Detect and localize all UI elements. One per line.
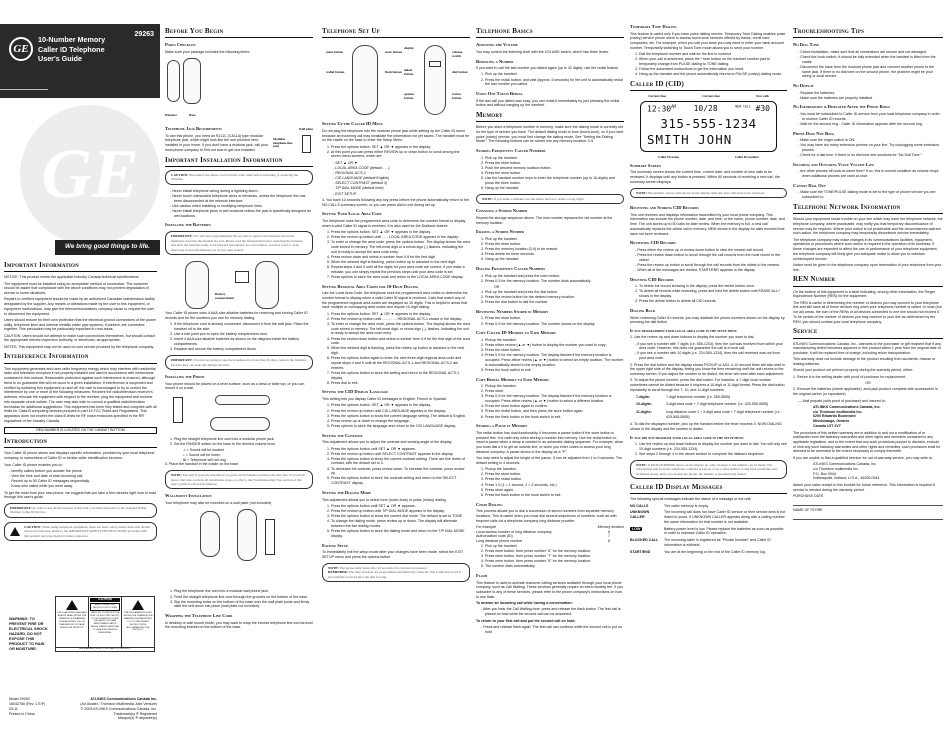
base-illustration xyxy=(183,58,201,104)
display-messages-table: NO CALLS The caller memory is empty. UNKNOWN CALLER The incoming call does not have Caller ID service or their service area is not linked to yours. If UNKNOWN CALLER appears along with a calling number, the name information for that number is not available. LOW Battery power level is low. Please replace the batteries as soon as possible in order to maintain Caller ID operation. BLOCKED CALL The incoming caller is registered as "Private Number" and Caller ID information is withheld. START/END You are at the beginning or the end of the Caller ID memory log. xyxy=(630,503,786,554)
ge-watermark-logo-icon: GE xyxy=(20,105,160,245)
company-info: ATLINKS Communications Canada Inc. (An Alcatel / Thomson Multimedia Joint Venture) © 2003 ATLINKS Communications Canada, Inc. Trademark(s) ® Registered Marque(s) ® déposée(s) xyxy=(80,697,157,721)
section-title-basics: Telephone Basics xyxy=(476,27,624,38)
section-title-caller-id: Caller ID (CID) xyxy=(630,80,787,91)
display-icon xyxy=(429,61,441,67)
divider xyxy=(0,89,48,90)
important-callout: IMPORTANT: In order to use all the features of this unit, you must subscribe to the standard Name/ Number Caller ID Service. xyxy=(4,503,157,518)
section-title-ren: REN Number xyxy=(793,275,943,286)
lightning-warning-icon xyxy=(66,600,78,610)
section-title-display-messages: Caller ID Display Messages xyxy=(630,483,787,494)
section-title-introduction: Introduction xyxy=(4,437,157,448)
section-title-important-information: Important Information xyxy=(4,261,157,272)
section-title-memory: Memory xyxy=(476,111,624,122)
battery-illustration: Battery compartment xyxy=(165,259,313,311)
warning-text: WARNING: TO PREVENT FIRE OR ELECTRICAL SHOCK HAZARD, DO NOT EXPOSE THIS PRODUCT TO RAIN OR MOISTURE. xyxy=(9,617,48,651)
digit-format-table: 7-digits: 7-digit telephone number (i.e. 555-5555) 10-digits: 3-digit area code + 7-digit telephone number (i.e. 425-555-5555) 11-digits: long distance code 1 + 3-digit area code + 7-digit telephone number (i.e. 425-555-5555) xyxy=(636,394,781,419)
column-6: Troubleshooting Tips No Dial Tone - Check installation- make sure that all connections are secure and not damaged. - Check the hook switch: It should be fully extended when the handset is lifted from the cradle. - Disconnect the base from the modular phone jack and connect another phone to the same jack. If there is no dial tone on the second phone, the problem might be your wiring or local service. No Display - Replace the batteries. - Make sure the batteries are properly installed. No Information is Displayed After the Phone Rings - You must be subscribed to Caller ID service from your local telephone company in order to receive Caller ID records. - Wait for the second ring - Caller ID information appears after the second ring. Phone Does Not Ring - Make sure the ringer switch is ON. - You may have too many extension phones on your line. Try unplugging some extension phones. - Check for a dial tone. If there is no dial tone see solutions for "No Dial Tone." Incoming and Outgoing Voice Volume Low - Are other phones off hook at same time? If so, this is normal condition as volume drops when additional phones are used at once. Cannot Dial Out - Make sure the TONE/PULSE dialing mode is set to the type of phone service you are subscribed to. Telephone Network Information Should your equipment cause trouble on your line which may harm the telephone network, the telephone company, where practicable, may notify you that temporary discontinuance of service may be required. Where prior notice is not practicable and the circumstances warrant such action, the telephone company may temporarily discontinue service immediately. The telephone company may make changes in its communications facilities, equipment, operations or procedures where such action is required in the operation of its business. If these changes are expected to affect the use or performance of your telephone equipment, the telephone company will likely give you adequate notice to allow you to maintain uninterrupted service. Notice must be given to the telephone company upon termination of your telephone from your line. REN Number On the bottom of this equipment is a label indicating, among other information, the Ringer Equivalence Number (REN) for the equipment. The REN is useful in determining the number of devices you may connect to your telephone line and still have all of these devices ring when your telephone number is called. In most (but not all) areas, the sum of the RENs of all devices connected to one line should not exceed 5. To be certain of the number of devices you may connect to your line as determined by the REN, you should contact your local telephone company. Service ATLINKS Communications Canada, Inc., warrants to the purchaser or gift recipient that if any manufacturing defect becomes apparent in this product within 1 year from the original date of purchase, it will be replaced free of charge, including return transportation. This warranty does not include damage to the product resulting from accidents, misuse or leaking batteries. Should your product not perform properly during the warranty period, either: 1. Return it to the selling dealer with proof of purchase for replacement, OR 2. Remove the batteries (where applicable), and pack product complete with accessories in the original carton (or equivalent). — Mail prepaid (with proof of purchase) and insured to: ATLINKS Communications Canada, Inc. c/o Thomson multimedia Inc. 6200 Edwards Boulevard Mississauga, Ontario Canada L5T 2V7 The provisions of this written warranty are in addition to and not a modification of or subtraction from the statutory warranties and other rights and remedies contained in any applicable legislation, and to the extent that any such provisions purport to disclaim, exclude or limit any such statutory warranties and other rights and remedies, such provisions shall be deemed to be amended to the extent necessary to comply therewith. If you are unable to find a qualified servicer for out of warranty service, you may write to: ATLINKS Communications Canada, Inc. c/o Thomson multimedia Inc. P.O. Box 0944 Indianapolis, Indiana, U.S.A., 46206-0944 Attach your sales receipt to this booklet for future reference. This information is required if service is needed during the warranty period. PURCHASE DATE NAME OF STORE xyxy=(793,24,943,522)
intro-feature-list: - Identify callers before you answer the phone. - View the time and date of each incoming call. - Record up to 50 Caller ID messages sequentially. - Know who called while you were away. xyxy=(10,469,157,489)
wall-jack-icon xyxy=(302,135,311,153)
low-battery-icon: LOW xyxy=(632,526,641,531)
guide-title: 10-Number Memory Caller ID Telephone User's Guide xyxy=(38,35,106,64)
section-title-setup: Telephone Set Up xyxy=(322,27,470,38)
handset-front-illustration xyxy=(352,45,378,115)
caution-callout: CAUTION: When using telephone equipment, there are basic safety instructions that should always be followed. Refer to the IMPORTANT SAFETY INSTRUCTIONS provided with this product and save them for future reference. xyxy=(4,522,157,541)
desk-phone-illustration xyxy=(165,393,313,437)
cover-header xyxy=(0,24,160,98)
wallmount-illustration xyxy=(165,507,313,589)
column-1: Important Information NOTICE: This product meets the applicable Industry Canada technical specifications. The equipment must be installed using an acceptable method of connection. The customer should be aware that compliance with the above conditions may not prevent degradation of service in some situations. Repairs to certified equipment should be made by an authorized Canadian maintenance facility designated by the supplier. Any repairs or alterations made by the user to this equipment, or equipment malfunctions, may give the telecommunications company cause to request the user to disconnect the equipment. Users should ensure for their own protection that the electrical ground connections of the power utility, telephone lines and internal metallic water pipe systems, if present, are connected together. This precaution may be particularly important in rural areas. CAUTION: Users should not attempt to make such connections themselves, but should contact the appropriate electric inspection authority, or electrician, as appropriate. NOTES: This equipment may not be used on coin service provided by the telephone company. Interference Information This equipment generates and uses radio frequency energy which may interfere with residential radio and television reception if not properly installed and used in accordance with instructions contained in this manual. Reasonable protection against such interference is ensured, although there is no guarantee this will not occur in a given installation. If interference is suspected and verified by switching this equipment on and off, the user is encouraged to try to correct the interference by one or more of the following measures: Reorient the radio/television receiver's antenna, relocate the equipment with respect to the receiver, plug the equipment and receiver into separate circuit outlets. The user may also wish to consult a qualified radio/television technician for additional suggestions. This equipment has been fully tested and complies with all limits for Class B computing devices pursuant to part 15 FCC Rules and Regulations. This apparatus does not exceed the class B limits for RF noise emissions specified in the RFI regulations of the Industry Canada. REN NUMBER IS LOCATED ON THE CABINET BOTTOM Introduction Your Caller ID phone stores and displays specific information, provided by your local telephone company, to subscribers of Caller ID or similar caller identification services. Your Caller ID phone enables you to: - Identify callers before you answer the phone. - View the time and date of each incoming call. - Record up to 50 Caller ID messages sequentially. - Know who called while you were away. To get the most from your new phone, we suggest that you take a few minutes right now to read through this user's guide. IMPORTANT: In order to use all the features of this unit, you must subscribe to the standard Name/ Number Caller ID Service. CAUTION: When using telephone equipment, there are basic safety instructions that should always be followed. Refer to the IMPORTANT SAFETY INSTRUCTIONS provided with this product and save them for future reference. xyxy=(4,258,157,545)
service-address: ATLINKS Communications Canada, Inc. c/o Thomson multimedia Inc. P.O. Box 0944 Indianapolis, Indiana, U.S.A., 46206-0944 xyxy=(813,462,880,481)
wall-jack-icon xyxy=(173,397,183,423)
wall-plate-icon xyxy=(265,519,275,555)
section-title-installation: Important Installation Information xyxy=(165,156,313,167)
section-title-interference: Interference Information xyxy=(4,352,157,363)
column-4: Telephone Basics Adjusting the Volume You may control the listening level with the VOLUME switch, which has three levels. Redialing a Number If you want to call the last number you dialed again (up to 32 digits), use the redial feature. 1. Pick up the handset. 2. Press the redial button, and wait (approx. 5 seconds) for the unit to automatically redial the last number you called. Using One Touch Redial If the last call you dialed was busy, you can redial it immediately by just pressing the redial button and without hanging up the handset. Memory Before you store a telephone number in memory, make sure the dialing mode is correctly set for the type of service you have. The default dialing mode is tone (touch-tone), so if you have pulse (rotary) service, you must first change the dialing mode. See "Setting the Dialing Mode". The following buttons can be stored into any memory location: 0-9. Storing Frequently Called Numbers 1. Pick up the handset. 2. Press the store button. 3. Push the desired memory location button. 4. Press the store button. 5. Use the handset number keys to enter the telephone number (up to 16-digits) and press the store button. 6. Hang up the handset. NOTE: If you make a mistake, use the delete button to delete wrong digits. Changing a Stored Number Repeat the storage sequence above. The new number replaces the old number at the memory location. Erasing a Stored Number 1. Pick up the handset. 2. Press the store button. 3. Press the memory location (0-9) to be erased. 4. Press delete for three seconds. 5. Hang up the handset. Dialing Frequently Called Numbers 1. Pick up the handset and press the mem button. 2. Press 0-9 for the memory location. The number dials automatically. OR 1. Pick up the handset and press the dial button. 2. Press the review button for the desired memory location. 3. Press the dial button to dial the number. Reviewing Numbers Stored in Memory 1. Press the store button. 2. Press 0-9 for the memory location. The number shows on the display. Copy Caller ID Memory to User Memory 1. Pickup the handset. 2. Press either review (▲ or ▼) button to display the number you want to copy. 3. Press the store button. 4. Press 0-9 for the memory location. The display flashes if the memory location is occupied. Press either review (▲ or ▼) button to select an empty location. The number is automatically stored to the empty location. 5. Press the hook switch to exit. Copy Redial Memory to User Memory 1. Pickup the handset. 2. Press store. 3. Press 0-9 for the memory location. The display flashes if the memory location is occupied. Press either review (▲ or ▼) button to select a different location. 4. Press the store button again to confirm. 5. Press the redial button, and then press the store button again. 6. Press the flash button or the hook switch to exit. Storing a Pause in Memory The redial button has dual functionality. It becomes a pause button if the store button is pressed first. It is valid only when storing a number into memory. Use the redial button to insert a pause when a delay is needed in an automatic dialing sequence. For example, when you must dial a 9 to get an outside line, or when you enter codes to access your long distance company. A pause shows in the display as a "P". You may need to adjust the length of the pause. It can be adjusted from 1 to 9 seconds. The default setting is 4 seconds. 1. Pickup the handset. 2. Press the store button. 3. Press the redial button. 4. Press 1-9 (1 = 1 second, 2 = 2 seconds, etc.) 5. Press store again. 6. Press the flash button or the hook switch to exit. Chain Dialing This process allows you to dial a succession of stored numbers from separate memory locations. This is useful when you must dial several sequences of numbers, such as with frequent calls via a telephone company long distance provider. For example Memory location Local access number of long distance company 6 Authorization code (ID) 7 Long distance phone number 8 1. Pick up the handset. 2. Press mem button, then press number "6" for the memory location. 3. Press mem button, then press number "7" for the memory location. 4. Press mem button, then press number "8" for the memory location. 5. The number dials automatically. Flash This feature is used to activate customer calling services available through your local phone company, such as Call Waiting. These services generally require an extra monthly fee. If you subscribe to any of these services, please refer to the phone company's instructions on how to use flash. To answer an incoming call while having a conversation: - After you hear the Call Waiting tone, press and release the flash button. The first call is placed on hold while the second call can be answered. To return to your first call and put the second call on hold: - Press and release flash again. The first call can continue while the second call is put on hold. xyxy=(476,24,624,636)
section-title-service: Service xyxy=(793,327,943,338)
safety-warning-table: THE LIGHTNING FLASH AND ARROW HEAD WITHIN THE TRIANGLE IS A WARNING SIGN ALERTING YOU OF "DANGEROUS VOLTAGE" INSIDE THE PRODUCT. CAUTION RISK OF ELECTRIC SHOCK DO NOT OPEN CAUTION: TO REDUCE THE RISK OF ELECTRIC SHOCK, DO NOT REMOVE COVER (OR BACK). NO USER SERVICEABLE PARTS INSIDE. REFER SERVICING TO QUALIFIED SERVICE PERSONNEL. THE EXCLAMATION POINT WITHIN THE TRIANGLE IS A WARNING SIGN ALERTING YOU OF IMPORTANT INSTRUCTIONS ACCOMPANYING THE PRODUCT. xyxy=(55,596,155,648)
parts-illustration: Handset Base xyxy=(165,56,313,122)
column-2: Before You Begin Parts Checklist Make sure your package includes the following items: Handset Base Telephone Jack Requirements To use this phone, you need an RJ11C (CA11A) type modular telephone jack, which might look like the one pictured here, installed in your home. If you don't have a modular jack, call your local phone company to find out how to get one installed. Wall plate Modular telephone line jack Important Installation Information CAUTION: Disconnect the phone cord from the wall outlet before installing or replacing the batteries. - Never install telephone wiring during a lightning storm. - Never touch uninsulated telephone wires or terminals, unless the telephone line has been disconnected at the network interface. - Use caution when installing or modifying telephone lines. - Never install telephone jacks in wet locations unless the jack is specifically designed for wet locations. Installing the Batteries IMPORTANT: You will have approximately 90 seconds to replace the batteries before the memories stored in the handset are lost. Please read the instructions before replacing the batteries and have the batteries ready to be inserted beforehand. As a precaution, you may want to write down any stored information you do not want erased. Battery compartment Your Caller ID phone uses 4 AAA-size alkaline batteries for receiving and storing Caller ID records and for the numbers you use for memory dialing. 1. If the telephone cord is already connected, disconnect it from the wall jack. Place the handset off to the side. 2. Use a ball point pen to open the battery compartment door. 3. Insert 4 AAA-size alkaline batteries as shown on the diagram inside the battery compartments. 4. Replace and secure the battery compartment doors. IMPORTANT: If you're not going to use the telephone for more than 30 days, remove the batteries because they can leak and damage the unit. Installing the Phone Your phone should be placed on a level surface, such as a desk or table top, or you can mount it on a wall. 1. Plug the straight telephone line cord into a modular phone jack. 2. Set the RINGER switch on the base to the desired volume level. ♫ = Sound will be loudest. ♪ = Sound will be lower. ⊠ = Telephone will not ring. 3. Place the handset in the cradle on the base. NOTE: The unit is properly installed if you pick up the handset and hear the dial tone. If you don't hear a dial tone, recheck all installation steps, or refer to the Troubleshooting Tips section of this user's guide for more information. Wallmount Installation Your telephone may also be mounted on a wall plate (not included). 1. Plug the telephone line cord into a modular wall phone jack. 2. Feed the straight telephone line cord through the grooves on the bottom of the base. 3. Slip the mounting holes on the bottom of the base over the wall plate posts and firmly slide the unit down into place (wall plate not included). Wrapping the Telephone Line Cord In desktop or wall mount mode, you may want to wrap the excess telephone line cord around the mounting bracket on the bottom of the base. xyxy=(165,24,313,632)
bell-off-icon: ⊠ xyxy=(183,457,188,462)
mailing-address: ATLINKS Communications Canada, Inc. c/o Thomson multimedia Inc. 6200 Edwards Boulevard Mississauga, Ontario Canada L5T 2V7 xyxy=(813,404,881,428)
section-title-before-you-begin: Before You Begin xyxy=(165,27,313,38)
button-diagram: mem button store button redial button flash button display volume switch delete button dial button options button review button xyxy=(322,41,470,117)
ge-logo-icon: GE xyxy=(9,37,33,61)
caller-id-lcd-display: $12:30^{AM}$ 10/28 $^{NEW CALL}$ #30 315-555-1234 SMITH JOHN xyxy=(640,101,777,151)
slogan-banner: We bring good things to life. xyxy=(55,240,160,255)
exclamation-warning-icon xyxy=(132,600,144,610)
handset-back-illustration xyxy=(424,45,446,115)
section-title-network: Telephone Network Information xyxy=(793,203,943,214)
store-name-field: NAME OF STORE xyxy=(793,507,823,512)
column-3: Telephone Set Up mem button store button redial button flash button display volume switch delete button dial button options button review button Setting Up the Caller ID Menu Do not plug the telephone into the modular phone jack while setting up the Caller ID menu because an incoming call may invalidate the information not yet saved. The handset must be on the cradle on the base to enter the Setup Menu. 1. Press the options button. SET ▲ OR ▼ appears in the display. 2. At this point you can press either REVIEW up or down button to scroll among the seven menu screens, which are: - SET ▲ OR ▼ - LOCAL AREA CODE (default - - -) - REGIONAL AC'S-1 - CID LANGUAGE (default English) - SELECT CONTRAST (default 3) - T/P DIAL MODE (default tone) - EXIT SETUP 3. You have 10 seconds following any key press before the phone automatically return to the NO CALLS summary screen, or you can press dial to exit during set up. Setting Your Local Area Code The telephone uses the programmed area code to determine the number format to display when a valid Caller ID signal is received. It is also used for the Dialback feature. 1. Press the options button. SET ▲ OR ▼ appears in the display. 2. Press the review up button until - - - LOCAL AREA CODE appears in the display. 3. To enter or change the area code, press the options button. The display shows the area code stored in memory. The left-most digit or a minus sign (-) flashes, indicating the unit is ready to accept the area code entry. 4. Press review down and select a number from 0-9 for the first digit. 5. When the desired digit is flashing, press review up to advance to the next digit. 6. Repeat steps 4 and 5 until all the digits for your area code are correct. If you make a mistake, you can simply repeat the previous steps until your area code is set. 7. Press options to store the area code and return to the LOCAL AREA CODE display. Setting Regional Area Codes for 10-Digit Dialing Like the Local Area Code, the telephone uses the programmed area codes to determine the number format to display when a valid Caller ID signal is received. Calls that match any of the programmed regional area codes are displayed as 10 digits. This is helpful in areas that have multiple or overlapping area codes and require 10-digit dialing. 1. Press the options button. SET ▲ OR ▼ appears in the display. 2. Press the review up button until - - - - - - - REGIONAL AC'S-1 shows in the display. 3. To enter or change the area code, press the options button. The display shows the area code stored in memory. The left-most digit, or minus sign (-), flashes, indicating the unit is ready to accept the area code entry. 4. Press the review down button and select a number from 0-9 for the first digit of the area code. 5. When the desired digit is flashing, press the review up button to advance to the next digit. 6. Press the options button again to enter the next three-digit regional area code and repeat steps 4 and 5 until all the REGIONAL AC'S-1 and REGIONAL AC'S-2 are entered. 7. Press the options button to store the setting and return to the REGIONAL AC'S-1 display. 8. Press dial to exit. Setting the CID Display Language This setting lets you display Caller ID messages in English, French or Spanish. 1. Press the options button. SET ▲ OR ▼ appears in the display. 2. Press the review up button until CID LANGUAGE appears in the display. 3. Press the options button to show the current language setting. The default is English. 4. Press review up or down to change the language. 5. Press options to store the language and return to the CID LANGUAGE display. Setting the Contrast This adjustment allows you to adjust the contrast and viewing angle of the display. 1. Press the options button until SET ▲ OR ▼ appears. 2. Press the review up button until SELECT CONTRAST appears in the display. 3. Press the options button to show the current contrast setting. There are five levels of contrast, with the default set to 3. 4. To decrease the contrast, press review down. To increase the contrast, press review up. 5. Press the options button to store the contrast setting and return to the SELECT CONTRAST display. Setting the Dialing Mode This adjustment allows you to select tone (touch-tone) or pulse (rotary) dialing. 1. Press the options button until SET ▲ OR ▼ appears. 2. Press the review up button until T/P DIAL MODE appears in the display. 3. Press the options button to show the current dial mode. The default is set to TONE. 4. To change the dialing mode, press review up or down. The display will alternate between the two dialing modes. 5. Press the options button to store the dialing mode and return to the T/P DIAL MODE display. Exiting Setup To immediately exit the setup mode after your changes have been made, select the EXIT SETUP menu and press the options button. NOTE: The phone exits Setup after 10 seconds if no buttons are pressed. REMINDER: The time and date are programmed automatically when the first Caller ID record is successfully received after the unit is setup. xyxy=(322,24,470,586)
column-5: Temporary Tone Dialing This feature is useful only if you have pulse dialing service. Temporary Tone Dialing enables pulse (rotary) service phone users to access touch-tone services offered by banks, credit card companies, etc. For example, when you call your bank you may need to enter your bank account number. Temporarily switching to Touch Tone mode allows you to send your number. 1. Dial the telephone number and wait for the line to connect. 2. When your call is answered, press the * tone button on the handset number pad to temporarily change from PULSE dialing to TONE dialing. 3. Follow the automated instructions to get the information you need. 4. Hang up the handset and the phone automatically returns to PULSE (rotary) dialing mode. Caller ID (CID) Current time Current date New calls $12:30^{AM}$ 10/28 $^{NEW CALL}$ #30 315-555-1234 SMITH JOHN Caller ID name Caller ID number Summary Screen The summary screen shows the current time, current date, and number of new calls to be reviewed. It displays until any button is pressed. Within 60 seconds of receiving a new call, the summary screen displays. NOTE: The number of new calls shown in the display until any new calls have been reviewed. Receiving and Storing CID Records This unit receives and displays information transmitted by your local phone company. This information can include the phone number, date, and time; or the name, phone number, date, and time. The unit stores up to 50 calls for later review. When the memory is full, a new call automatically replaces the oldest call in memory. NEW shows in the display for calls received that have not been reviewed. Reviewing CID Records - Press either the review up or review down button to view the newest call record. - Press the review down button to scroll through the call records from the most recent to the oldest. - Press the review up button to scroll through the call records from the oldest to the newest. - When all of the messages are viewed, START/END appears in the display. Deleting CID Records 1. To delete the record showing in the display, press the delete button once. 2. To delete all records while reviewing, press and hold the delete button until ERASE ALL? shows in the display. 3. Press the delete button to delete all CID records. Dialing Back When reviewing Caller ID records, you may dialback the phone numbers shown on the display by pressing the dial button. If you programmed your local area code in the setup menu 1. Use the review up and down buttons to display the number you want to dial. - If you see a number with 7 digits (i.e. 555-1234), then the call was received from within your area code. However, this does not guarantee the call is a local call. - If you see a number with 10 digits (i.e. 234-555-1234), then the call received was not from your area code. 2. Press the dial button and the display shows PICKUP or ADJ. A 10 second timer will also start in the upper right side of the display, letting you know the time remaining until the unit returns to the summary screen. If you adjust the number to be dialed, the timer will reset after each adjustment. 3. To adjust the phone number, press the dial button. For instance, a 7-digit local number sometimes cannot be dialed because it requires a 10-digit or 11-digit format. Press the dial button repeatedly to scroll through the 7, 10, and 11-digit numbers. 7-digits: 7-digit telephone number (i.e. 555-5555) 10-digits: 3-digit area code + 7-digit telephone number (i.e. 425-555-5555) 11-digits: long distance code 1 + 3-digit area code + 7-digit telephone number (i.e. 425-555-5555) 4. To dial the displayed number, pick up the handset before the timer reaches 0. NOW DIALING shows in the display and the number is dialed. If you did not program your local area code in the setup menu 1. Use the review up and down buttons to display the number you want to dial. You will only see 10-digit numbers (i.e. 234-555-1234). 2. See steps 2 through 4 in the above section to complete the dialback sequence. NOTE: If PICKUP PHONE shows on the display no other changes to the number can be made. The information sent from the telephone company is known to be a valid number to dial back (available only in limited areas). Once you pickup the phone, the number is automatically dialed. Caller ID Display Messages The following special messages indicate the status of a message or the unit: NO CALLS The caller memory is empty. UNKNOWN CALLER The incoming call does not have Caller ID service or their service area is not linked to yours. If UNKNOWN CALLER appears along with a calling number, the name information for that number is not available. LOW Battery power level is low. Please replace the batteries as soon as possible in order to maintain Caller ID operation. BLOCKED CALL The incoming caller is registered as "Private Number" and Caller ID information is withheld. START/END You are at the beginning or the end of the Caller ID memory log. xyxy=(630,24,787,556)
purchase-date-field: PURCHASE DATE xyxy=(793,494,824,499)
ren-notice-box: REN NUMBER IS LOCATED ON THE CABINET BOTTOM xyxy=(4,427,157,435)
warning-triangle-icon xyxy=(10,527,20,536)
handset-illustration xyxy=(167,60,180,102)
section-title-troubleshooting: Troubleshooting Tips xyxy=(793,27,943,38)
bell-loud-icon: ♫ xyxy=(183,448,187,453)
battery-icon xyxy=(235,271,249,283)
ringer-options: ♫ = Sound will be loudest. ♪ = Sound will be lower. ⊠ = Telephone will not ring. xyxy=(183,448,227,462)
model-info: Model 29263 16042780 (Rev. 1 E/F) 03-11 Printed in China xyxy=(9,697,46,716)
bell-low-icon: ♪ xyxy=(183,452,186,457)
menu-screen-list: - SET ▲ OR ▼ - LOCAL AREA CODE (default - - -) - REGIONAL AC'S-1 - CID LANGUAGE (default English) - SELECT CONTRAST (default 3) - T/P DIAL MODE (default tone) - EXIT SETUP xyxy=(334,161,470,196)
chain-dialing-table: For example Memory location Local access number of long distance company 6 Authorization code (ID) 7 Long distance phone number 8 xyxy=(476,524,624,544)
model-number: 29263 xyxy=(134,31,154,38)
